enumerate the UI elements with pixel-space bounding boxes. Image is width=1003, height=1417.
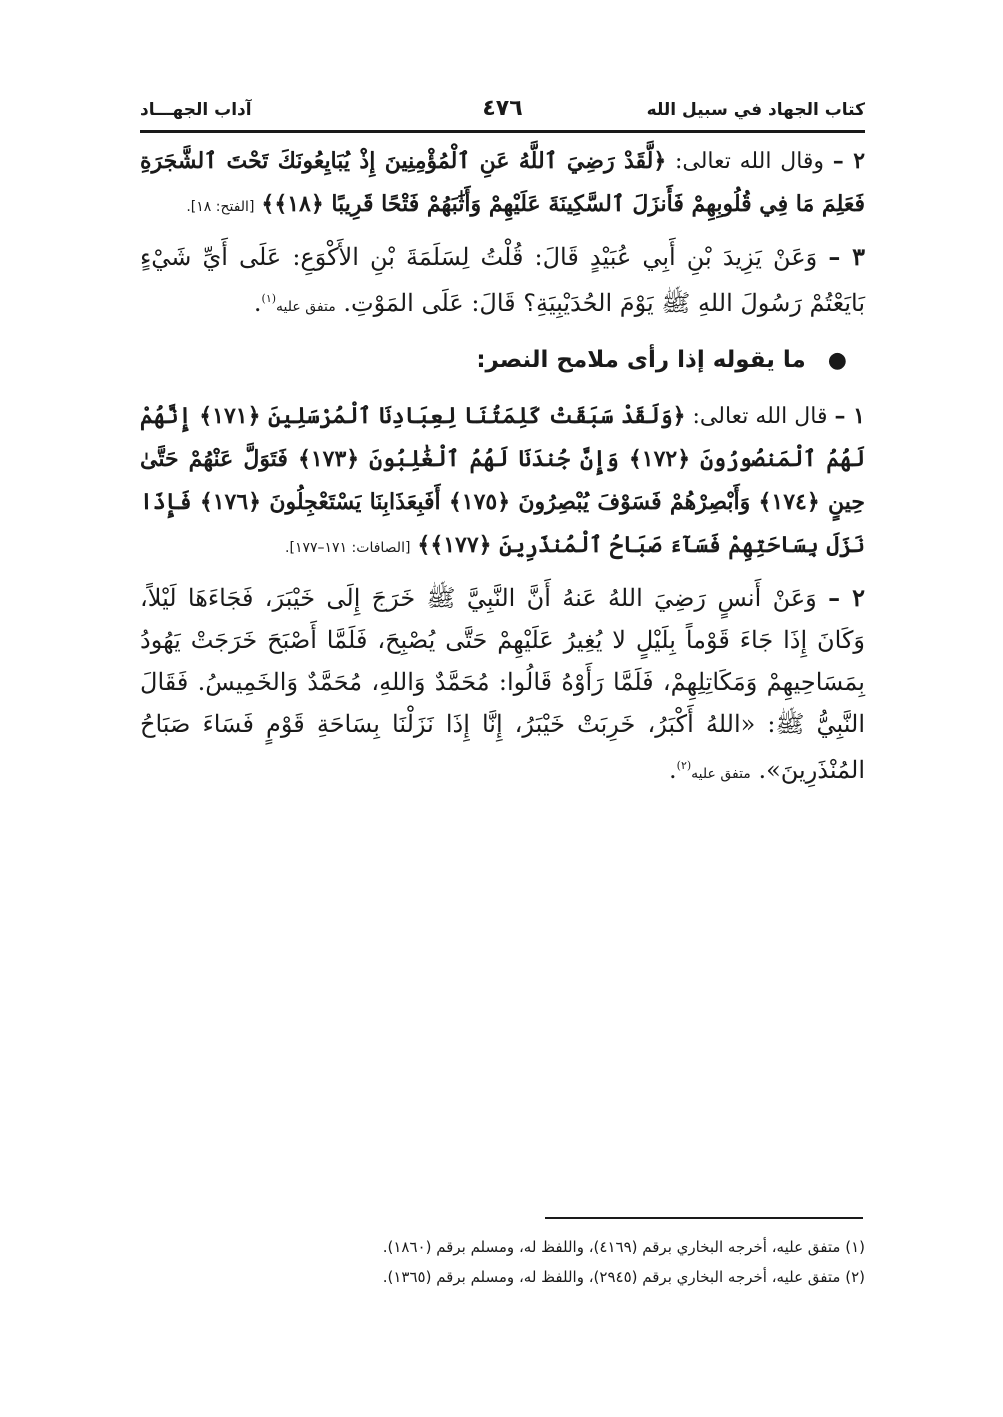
chapter-title: آداب الجهـــاد <box>140 100 252 120</box>
item-number: ٣ – <box>828 242 865 271</box>
quran-verse: ﴿وَلَقَدْ سَبَقَتْ كَلِمَتُنَا لِعِبَادِنَا ٱلْمُرْسَلِينَ ﴿١٧١﴾ إِنَّهُمْ لَهُمُ ٱلْمَنصُورُونَ ﴿١٧٢﴾ وَإِنَّ جُندَنَا لَهُمُ ٱلْغَٰلِبُونَ ﴿١٧٣﴾ فَتَوَلَّ عَنْهُمْ حَتَّىٰ حِينٍ ﴿١٧٤﴾ وَأَبْصِرْهُمْ فَسَوْفَ يُبْصِرُونَ ﴿١٧٥﴾ أَفَبِعَذَابِنَا يَسْتَعْجِلُونَ ﴿١٧٦﴾ فَإِذَا نَزَلَ بِسَاحَتِهِمْ فَسَآءَ صَبَاحُ ٱلْمُنذَرِينَ ﴿١٧٧﴾﴾ <box>140 403 865 558</box>
footnote-1: (١) متفق عليه، أخرجه البخاري برقم (٤١٦٩)، واللفظ له، ومسلم برقم (١٨٦٠). <box>382 1238 865 1256</box>
hadith-grade: متفق عليه <box>276 299 336 315</box>
footnote-rule <box>545 1217 863 1219</box>
verse-intro: قال الله تعالى: <box>692 404 828 429</box>
footnote-marker[interactable]: (٢) <box>676 759 692 772</box>
section-heading <box>140 338 865 383</box>
verse-intro: وقال الله تعالى: <box>674 149 825 174</box>
footnotes <box>140 1232 865 1292</box>
footnote-marker[interactable]: (١) <box>261 292 277 305</box>
verse-reference: [الصافات: ١٧١–١٧٧]. <box>285 540 411 556</box>
quran-verse: ﴿لَّقَدْ رَضِيَ ٱللَّهُ عَنِ ٱلْمُؤْمِنِينَ إِذْ يُبَايِعُونَكَ تَحْتَ ٱلشَّجَرَةِ فَعَلِمَ مَا فِي قُلُوبِهِمْ فَأَنزَلَ ٱلسَّكِينَةَ عَلَيْهِمْ وَأَثَٰبَهُمْ فَتْحًا قَرِيبًا ﴿١٨﴾﴾ <box>140 148 865 217</box>
book-title: كتاب الجهاد في سبيل الله <box>646 100 865 120</box>
section-heading-text: ما يقوله إذا رأى ملامح النصر: <box>476 347 806 373</box>
item-number: ١ – <box>834 403 865 429</box>
hadith-text: وَعَنْ يَزِيدَ بْنِ أَبِي عُبَيْدٍ قَالَ: قُلْتُ لِسَلَمَةَ بْنِ الأَكْوَعِ: عَلَى أَيِّ شَيْءٍ بَايَعْتُمْ رَسُولَ اللهِ ﷺ يَوْمَ الحُدَيْبِيَةِ؟ قَالَ: عَلَى المَوْتِ. <box>140 243 865 317</box>
bullet-icon: ● <box>827 348 847 373</box>
hadith-text: وَعَنْ أَنسٍ رَضِيَ اللهُ عَنهُ أَنَّ النَّبِيَّ ﷺ خَرَجَ إِلَى خَيْبَرَ، فَجَاءَهَا لَيْلاً، وَكَانَ إِذَا جَاءَ قَوْماً بِلَيْلٍ لا يُغِيرُ عَلَيْهِمْ حَتَّى يُصْبِحَ، فَلَمَّا أَصْبَحَ خَرَجَتْ يَهُودُ بِمَسَاحِيهِمْ وَمَكَاتِلِهِمْ، فَلَمَّا رَأَوْهُ قَالُوا: مُحَمَّدٌ وَاللهِ، مُحَمَّدٌ وَالخَمِيسُ. فَقَالَ النَّبِيُّ ﷺ: «اللهُ أَكْبَرُ، خَرِبَتْ خَيْبَرُ، إِنَّا إِذَا نَزَلْنَا بِسَاحَةِ قَوْمٍ فَسَاءَ صَبَاحُ المُنْذَرِينَ». <box>140 584 866 784</box>
verse-reference: [الفتح: ١٨]. <box>186 199 255 215</box>
footnote-2: (٢) متفق عليه، أخرجه البخاري برقم (٢٩٤٥)، واللفظ له، ومسلم برقم (١٣٦٥). <box>382 1268 865 1286</box>
item-number: ٢ – <box>828 583 866 612</box>
hadith-item-2 <box>140 577 865 795</box>
end-period: . <box>669 756 677 784</box>
end-period: . <box>253 289 262 317</box>
header-rule <box>140 130 865 133</box>
item-number: ٢ – <box>832 148 866 174</box>
hadith-grade: متفق عليه <box>691 766 751 782</box>
main-text <box>140 140 865 803</box>
hadith-item-3 <box>140 236 865 328</box>
running-header <box>140 96 865 126</box>
verse-item-2 <box>140 140 865 228</box>
verse-item-1 <box>140 395 865 569</box>
page-number: ٤٧٦ <box>482 96 523 121</box>
